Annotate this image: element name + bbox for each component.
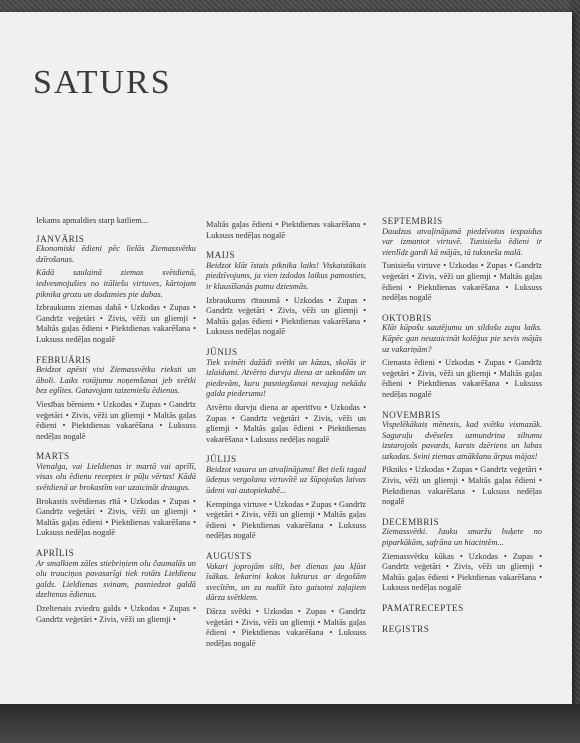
section-contents: Izbraukums rītausmā • Uzkodas • Zupas • Gandrīz veģetāri • Zivis, vēži un gliemji • Maltās gaļas ēdieni • Piektdienas vakarēšana • Luksuss nedēļas nogalē	[206, 295, 366, 337]
toc-basic-recipes: PAMATRECEPTES	[382, 603, 464, 613]
toc-continuation	[206, 220, 366, 241]
section-title: JŪNIJS	[206, 346, 238, 357]
section-description: Ar smalkiem zāles stiebriņiem olu čaumalās un olu trauciņos pavasarīgi tiek rotāts Lieldienu galds. Lieldienas svinam, pasniedzot galdā dzeltenus ēdienus.	[36, 558, 196, 600]
section-contents: Izbraukums ziemas dabā • Uzkodas • Zupas • Gandrīz veģetāri • Zivis, vēži un gliemji • Maltās gaļas ēdieni • Piektdienas vakarēšana • Luksuss nedēļas nogalē	[36, 303, 196, 344]
toc-section-marts	[36, 451, 196, 539]
section-contents: Kempinga virtuve • Uzkodas • Zupas • Gandrīz veģetāri • Zivis, vēži un gliemji • Maltās gaļas ēdieni • Piektdienas vakarēšana • Luksuss nedēļas nogalē	[206, 499, 366, 541]
toc-section-septembris	[382, 216, 542, 304]
section-contents: Pikniks • Uzkodas • Zupas • Gandrīz veģetāri • Zivis, vēži un gliemji • Maltās gaļas ēdieni • Piektdienas vakarēšana • Luksuss nedēļas nogalē	[382, 465, 542, 507]
toc-section-novembris	[382, 410, 542, 508]
toc-section-augusts	[206, 551, 366, 649]
toc-section-oktobris	[382, 313, 542, 401]
section-description: Beidzot klāt īstais piknika laiks! Viskaistākais piedzīvojums, ja vien izdodas laikus pamosties, ir klausīšanās putnu dziesmās.	[206, 260, 366, 291]
section-description: Tiek svinēti dažādi svētki un kāzas, skolās ir izlaidumi. Atvērto durvju diena ar uzkodām un piedevām, kuru pasniegšanai nevajag nekādu galda piederumu!	[206, 357, 366, 399]
section-contents: Maltās gaļas ēdieni • Piektdienas vakarēšana • Luksuss nedēļas nogalē	[206, 220, 366, 240]
section-description: Ekonomiski ēdieni pēc lielās Ziemassvētku dzīrošanas.	[36, 244, 196, 264]
section-title: MAIJS	[206, 250, 236, 261]
section-contents: Brokastis svētdienas rītā • Uzkodas • Zupas • Gandrīz veģetāri • Zivis, vēži un gliemji • Maltās gaļas ēdieni • Piektdienas vakarēšana • Luksuss nedēļas nogalē	[36, 496, 196, 538]
section-contents: Tunisiešu virtuve • Uzkodas • Zupas • Gandrīz veģetāri • Zivis, vēži un gliemji • Maltās gaļas ēdieni • Piektdienas vakarēšana • Luksuss nedēļas nogalē	[382, 261, 542, 303]
section-description: Vienalga, vai Lieldienas ir martā vai aprīlī, visas olu ēdienu receptes ir pūļu vērtas! Kādā svētdienā ar brokastīm var uzaicināt draugus.	[36, 461, 196, 493]
section-description: Ziemassvētki. Jauku smaržu buķete no piparkūkām, safrāna un hiacintēm...	[382, 527, 542, 548]
toc-section-julijs	[206, 454, 366, 542]
toc-index: REĢISTRS	[382, 623, 430, 634]
section-title: APRĪLIS	[36, 548, 75, 559]
section-contents: Dzeltenais zviedru galds • Uzkodas • Zupas • Gandrīz veģetāri • Zivis, vēži un gliemji •	[36, 604, 196, 624]
section-title: AUGUSTS	[206, 551, 252, 562]
section-title: MARTS	[36, 451, 70, 462]
toc-section-janvaris	[36, 234, 196, 346]
section-contents: Cienasta ēdieni • Uzkodas • Zupas • Gandrīz veģetāri • Zivis, vēži un gliemji • Maltās gaļas ēdieni • Piektdienas vakarēšana • Luksuss nedēļas nogalē	[382, 358, 542, 399]
section-description: Beidzot apēsti visi Ziemassvētku rieksti un āboli. Laiks rotājumu noņemšanai jeb svētki bez eglītes. Gatavojam taizemiešu ēdienus.	[36, 365, 196, 396]
section-description: Kādā saulainā ziemas svētdienā, iedvesmojušies no itāliešu virtuves, kārtojam piknika grozu un dodamies pie dabas.	[36, 268, 196, 299]
toc-section-decembris	[382, 517, 542, 594]
section-description: Klāt kūpošu sautējumu un sildošu zupu laiks. Kāpēc gan neuzaicināt kolēģus pie sevis mājās uz vakariņām?	[382, 323, 542, 354]
section-description: Vispelēkākais mēnesis, kad svētku vismazāk. Saguruļu dvēseles uzmundrina siltumu izstarojošs pavards, karsts dzēriens un labas uzkodas. Svini ziemas atnākšanu ārpus mājas!	[382, 420, 542, 461]
toc-column-1	[36, 216, 196, 634]
intro-text: Iekams apmaldies starp katliem...	[36, 216, 149, 225]
section-description: Daudzus atvaļinājumā piedzīvotos iespaidus var izmantot virtuvē. Tunisiešu ēdieni ir vienlīdz gardi kā mājās, tā tuksneša malā.	[382, 226, 542, 257]
section-description: Vakari joprojām silti, bet dienas jau kļūst īsākas. Iekarini kokos lukturus ar degošām svecītēm, un zu nudiīt īsto gaisotni zaļajiem dārza svētkiem.	[206, 561, 366, 603]
book-spine-shadow	[0, 704, 580, 743]
toc-section-aprilis	[36, 548, 196, 625]
book-page	[0, 12, 572, 705]
section-description: Beidzot vasara un atvaļinājums! Bet tieši tagad ūdeņus vergolana virtuvītē uz šūpojošas laivas ūdeni vai autopiekabē...	[206, 464, 366, 496]
section-title: NOVEMBRIS	[382, 409, 441, 420]
section-title: DECEMBRIS	[382, 516, 440, 527]
section-title: SEPTEMBRIS	[382, 216, 443, 226]
toc-section-maijs	[206, 250, 366, 338]
section-title: FEBRUĀRIS	[36, 354, 92, 365]
section-title: JŪLIJS	[206, 454, 237, 465]
section-title: JANVĀRIS	[36, 233, 85, 244]
toc-column-2	[206, 220, 366, 658]
toc-column-3	[382, 216, 542, 644]
section-contents: Dārza svētki • Uzkodas • Zupas • Gandrīz veģetāri • Zivis, vēži un gliemji • Maltās gaļas ēdieni • Piektdienas vakarēšana • Luksuss nedēļas nogalē	[206, 607, 366, 648]
toc-section-junijs	[206, 347, 366, 445]
section-contents: Ziemassvētku kūkas • Uzkodas • Zupas • Gandrīz veģetāri • Zivis, vēži un gliemji • Maltās gaļas ēdieni • Piektdienas vakarēšana • Luksuss nedēļas nogalē	[382, 551, 542, 593]
section-contents: Viesības bērniem • Uzkodas • Zupas • Gandrīz veģetāri • Zivis, vēži un gliemji • Maltās gaļas ēdieni • Piektdienas vakarēšana • Luksuss nedēļas nogalē	[36, 399, 196, 441]
toc-section-februaris	[36, 355, 196, 443]
page-title: SATURS	[33, 64, 172, 101]
section-title: OKTOBRIS	[382, 312, 432, 323]
section-contents: Atvērto durvju diena ar aperitīvu • Uzkodas • Zupas • Gandrīz veģetāri • Zivis, vēži un gliemji • Maltās gaļas ēdieni • Piektdienas vakarēšana • Luksuss nedēļas nogalē	[206, 402, 366, 444]
